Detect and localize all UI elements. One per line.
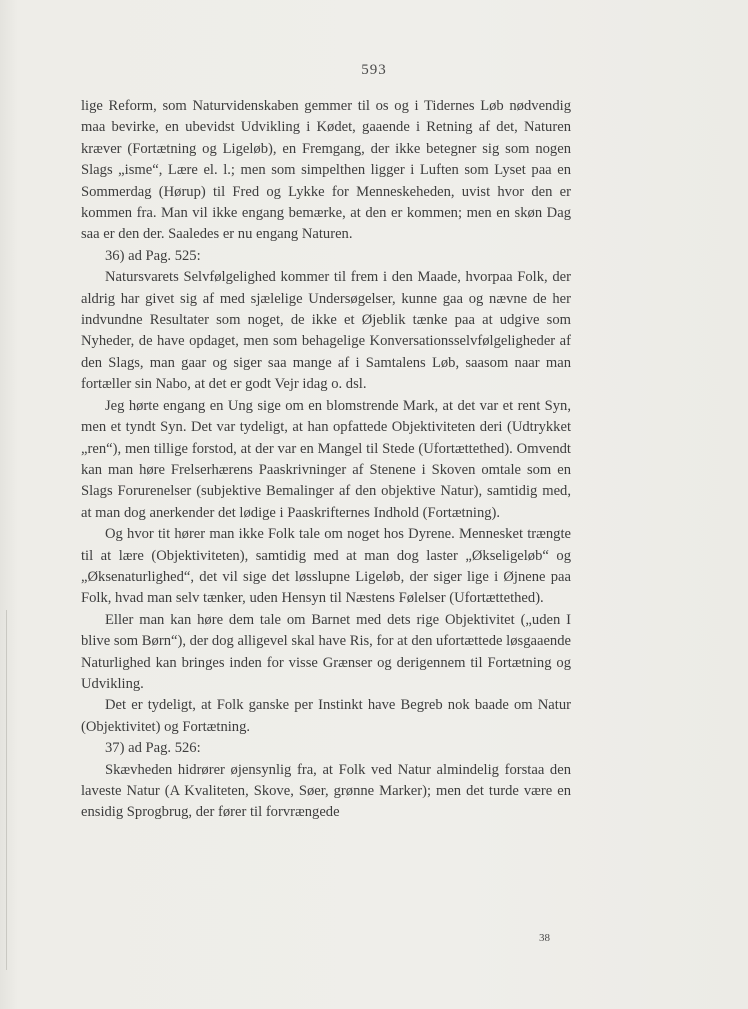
paragraph: Det er tydeligt, at Folk ganske per Instinkt have Begreb nok baade om Natur (Objektivitet) og Fortætning. <box>81 697 571 735</box>
paragraph: Og hvor tit hører man ikke Folk tale om noget hos Dyrene. Mennesket trængte til at lære (Objektiviteten), samtidig med at man dog laster „Økseligeløb“ og „Øksenaturlighed“, det vil sige det løsslupne Ligeløb, der siger lige i Øjnene paa Folk, hvad man selv tænker, uden Hensyn til Næstens Følelser (Ufortættethed). <box>81 526 571 607</box>
signature-mark: 38 <box>539 932 550 944</box>
paragraph: Jeg hørte engang en Ung sige om en blomstrende Mark, at det var et rent Syn, men et tyndt Syn. Det var tydeligt, at han opfattede Objektiviteten deri (Udtrykket „ren“), men tillige forstod, at der var en Mangel til Stede (Ufortættethed). Omvendt kan man høre Frelserhærens Paaskrivninger af Stenene i Skoven omtale som en Slags Forurenelser (subjektive Bemalinger af den objektive Natur), samtidig med, at man dog anerkender det lødige i Paaskrifternes Indhold (Fortætning). <box>81 397 571 521</box>
paragraph: lige Reform, som Naturvidenskaben gemmer til os og i Tidernes Løb nødvendig maa bevirke, en ubevidst Udvikling i Kødet, gaaende i Retning af det, Naturen kræver (Fortætning og Ligeløb), en Fremgang, der ikke betegner sig som nogen Slags „isme“, Lære el. l.; men som simpelthen ligger i Luften som Lyset paa en Sommerdag (Hørup) til Fred og Lykke for Menneskeheden, uvist hvor den er kommen fra. Man vil ikke engang bemærke, at den er kommen; men en skøn Dag saa er den der. Saaledes er nu engang Naturen. <box>81 98 571 243</box>
note-heading-37: 37) ad Pag. 526: <box>105 740 201 757</box>
note-heading-36: 36) ad Pag. 525: <box>105 247 201 264</box>
paragraph: Skævheden hidrører øjensynlig fra, at Folk ved Natur almindelig forstaa den laveste Natur (A Kvaliteten, Skove, Søer, grønne Marker); men det turde være en ensidig Sprogbrug, der fører til forvrængede <box>81 761 571 821</box>
page-number: 593 <box>361 62 387 78</box>
paragraph: Natursvarets Selvfølgelighed kommer til frem i den Maade, hvorpaa Folk, der aldrig har givet sig af med sjælelige Undersøgelser, kunne gaa og nævne de her indvundne Resultater som noget, de ikke et Øjeblik tænke paa at udgive som Nyheder, de have opdaget, men som behagelige Konversationsselvfølgeligheder af den Slags, man gaar og siger saa mange af i Samtalens Løb, saasom naar man fortæller sin Nabo, at det er godt Vejr idag o. dsl. <box>81 269 571 393</box>
body-text <box>81 96 571 824</box>
gutter-shadow <box>6 610 7 970</box>
paragraph: Eller man kan høre dem tale om Barnet med dets rige Objektivitet („uden I blive som Børn“), der dog alligevel skal have Ris, for at den ufortættede løsgaaende Naturlighed kan bringes inden for visse Grænser og derigennem til Fortætning og Udvikling. <box>81 611 571 692</box>
